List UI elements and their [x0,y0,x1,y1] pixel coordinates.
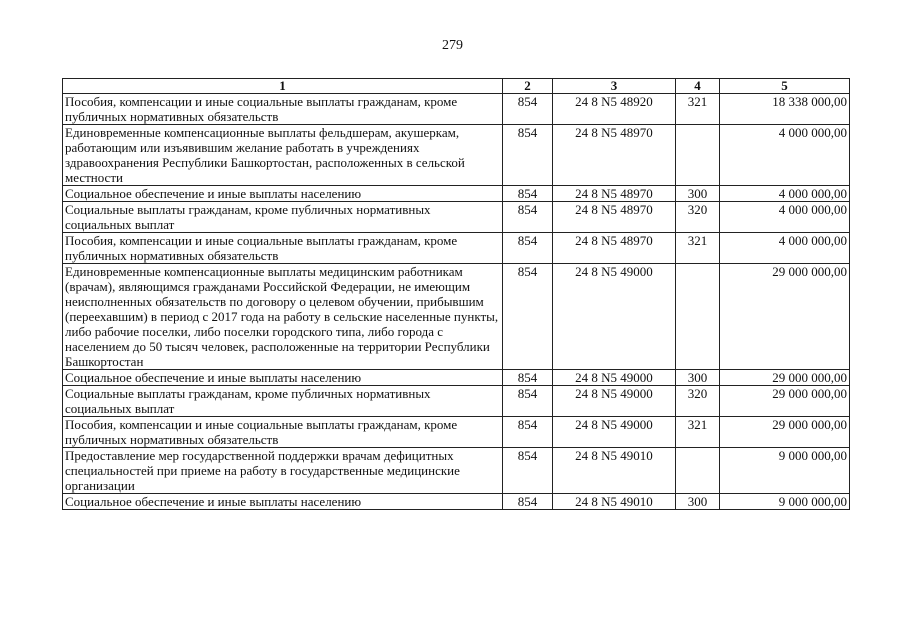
table-row [63,233,850,264]
row-ministry-code: 854 [503,448,553,494]
column-header-2: 2 [503,79,553,94]
row-description: Социальные выплаты гражданам, кроме публичных нормативных социальных выплат [63,386,503,417]
row-target-code: 24 8 N5 48970 [553,125,676,186]
row-target-code: 24 8 N5 49010 [553,494,676,510]
row-amount: 9 000 000,00 [720,494,850,510]
row-ministry-code: 854 [503,186,553,202]
table-row [63,448,850,494]
row-amount: 9 000 000,00 [720,448,850,494]
row-expense-type [676,125,720,186]
row-ministry-code: 854 [503,202,553,233]
column-header-1: 1 [63,79,503,94]
row-expense-type: 321 [676,417,720,448]
table-row [63,386,850,417]
table-row [63,125,850,186]
row-expense-type: 320 [676,202,720,233]
budget-table [62,78,850,510]
row-amount: 4 000 000,00 [720,233,850,264]
row-description: Социальное обеспечение и иные выплаты населению [63,370,503,386]
row-amount: 18 338 000,00 [720,94,850,125]
row-expense-type: 320 [676,386,720,417]
row-ministry-code: 854 [503,370,553,386]
row-target-code: 24 8 N5 49010 [553,448,676,494]
row-expense-type: 321 [676,94,720,125]
table-row [63,417,850,448]
row-expense-type [676,448,720,494]
row-description: Социальное обеспечение и иные выплаты населению [63,494,503,510]
table-row [63,94,850,125]
row-target-code: 24 8 N5 48970 [553,233,676,264]
column-header-3: 3 [553,79,676,94]
row-amount: 29 000 000,00 [720,417,850,448]
table-row [63,494,850,510]
row-expense-type: 300 [676,186,720,202]
table-row [63,370,850,386]
row-ministry-code: 854 [503,233,553,264]
row-target-code: 24 8 N5 49000 [553,264,676,370]
table-row [63,186,850,202]
row-ministry-code: 854 [503,494,553,510]
row-ministry-code: 854 [503,386,553,417]
table-row [63,202,850,233]
row-target-code: 24 8 N5 48970 [553,186,676,202]
column-header-4: 4 [676,79,720,94]
row-description: Пособия, компенсации и иные социальные выплаты гражданам, кроме публичных нормативных обязательств [63,233,503,264]
row-ministry-code: 854 [503,125,553,186]
row-target-code: 24 8 N5 48970 [553,202,676,233]
row-description: Предоставление мер государственной поддержки врачам дефицитных специальностей при приеме на работу в государственные медицинские организации [63,448,503,494]
row-target-code: 24 8 N5 49000 [553,417,676,448]
row-description: Социальные выплаты гражданам, кроме публичных нормативных социальных выплат [63,202,503,233]
row-target-code: 24 8 N5 49000 [553,370,676,386]
row-amount: 29 000 000,00 [720,264,850,370]
table-row [63,264,850,370]
row-ministry-code: 854 [503,264,553,370]
row-description: Единовременные компенсационные выплаты фельдшерам, акушеркам, работающим или изъявившим желание работать в учреждениях здравоохранения Республики Башкортостан, расположенных в сельской местности [63,125,503,186]
row-ministry-code: 854 [503,417,553,448]
row-amount: 29 000 000,00 [720,386,850,417]
row-amount: 4 000 000,00 [720,202,850,233]
row-description: Единовременные компенсационные выплаты медицинским работникам (врачам), являющимся гражданами Российской Федерации, не имеющим неисполненных обязательств по договору о целевом обучении, прибывшим (переехавшим) в период с 2017 года на работу в сельские населенные пункты, либо рабочие поселки, либо поселки городского типа, либо города с населением до 50 тысяч человек, расположенные на территории Республики Башкортостан [63,264,503,370]
row-expense-type: 300 [676,494,720,510]
row-expense-type: 321 [676,233,720,264]
row-description: Пособия, компенсации и иные социальные выплаты гражданам, кроме публичных нормативных обязательств [63,94,503,125]
column-header-5: 5 [720,79,850,94]
row-description: Пособия, компенсации и иные социальные выплаты гражданам, кроме публичных нормативных обязательств [63,417,503,448]
row-amount: 4 000 000,00 [720,186,850,202]
row-ministry-code: 854 [503,94,553,125]
table-header-row [63,79,850,94]
row-description: Социальное обеспечение и иные выплаты населению [63,186,503,202]
row-amount: 29 000 000,00 [720,370,850,386]
row-expense-type: 300 [676,370,720,386]
row-expense-type [676,264,720,370]
row-amount: 4 000 000,00 [720,125,850,186]
row-target-code: 24 8 N5 49000 [553,386,676,417]
page-number: 279 [442,38,463,53]
row-target-code: 24 8 N5 48920 [553,94,676,125]
